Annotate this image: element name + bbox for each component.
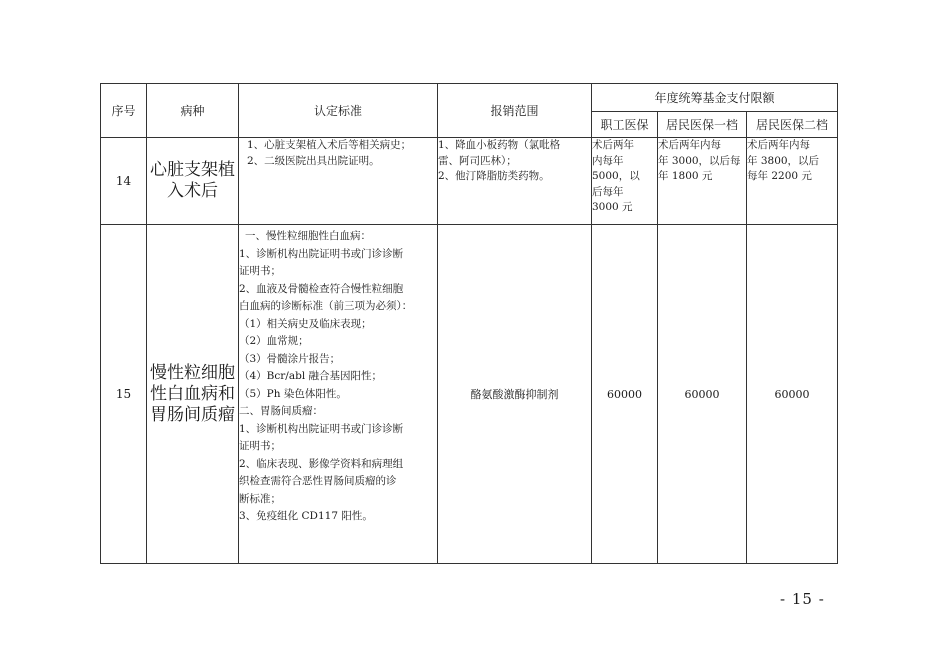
- criteria-line: 3、免疫组化 CD117 阳性。: [239, 510, 373, 522]
- header-resident-tier2: 居民医保二档: [747, 112, 838, 138]
- criteria-line: 织检查需符合恶性胃肠间质瘤的诊: [239, 475, 397, 487]
- table-row: [101, 225, 838, 564]
- table-row: [101, 138, 838, 225]
- header-criteria: 认定标准: [239, 84, 438, 138]
- criteria-line: 一、慢性粒细胞性白血病：: [245, 230, 371, 242]
- criteria-line: （2）血常规；: [239, 335, 309, 347]
- row-scope: 酪氨酸激酶抑制剂: [438, 225, 592, 564]
- row-resident-tier1-limit: [658, 138, 747, 225]
- header-employee: 职工医保: [592, 112, 658, 138]
- limit-line: 年 3800，以后: [747, 154, 820, 167]
- limit-line: 年 1800 元: [658, 170, 713, 182]
- row-disease: 慢性粒细胞性白血病和胃肠间质瘤: [147, 225, 239, 564]
- header-row-1: [101, 84, 838, 112]
- limit-line: 术后两年内每: [658, 139, 721, 151]
- row-seq: 14: [101, 138, 147, 225]
- criteria-line: 白血病的诊断标准（前三项为必须）：: [239, 300, 413, 312]
- row-criteria: [239, 225, 438, 564]
- scope-line: 2、他汀降脂肪类药物。: [438, 170, 550, 182]
- criteria-line: 1、诊断机构出院证明书或门诊诊断: [239, 422, 404, 435]
- criteria-line: 2、二级医院出具出院证明。: [247, 154, 380, 167]
- row-resident-tier1-limit: 60000: [658, 225, 747, 564]
- limit-line: 内每年: [592, 154, 624, 167]
- row-resident-tier2-limit: [747, 138, 838, 225]
- criteria-line: （3）骨髓涂片报告；: [239, 352, 341, 365]
- page-number: - 15 -: [780, 590, 825, 608]
- criteria-line: 1、诊断机构出院证明书或门诊诊断: [239, 247, 404, 260]
- limit-line: 术后两年内每: [747, 139, 810, 151]
- row-employee-limit: [592, 138, 658, 225]
- limit-line: 每年 2200 元: [747, 170, 812, 182]
- criteria-line: 证明书；: [239, 440, 281, 452]
- row-scope: [438, 138, 592, 225]
- row-employee-limit: 60000: [592, 225, 658, 564]
- limit-line: 术后两年: [592, 139, 634, 151]
- header-seq: 序号: [101, 84, 147, 138]
- criteria-line: （1）相关病史及临床表现；: [239, 317, 372, 330]
- row-criteria: [239, 138, 438, 225]
- scope-line: 雷、阿司匹林）；: [438, 154, 517, 167]
- limit-line: 后每年: [592, 185, 624, 198]
- row-disease: 心脏支架植入术后: [147, 138, 239, 225]
- criteria-line: 2、临床表现、影像学资料和病理组: [239, 457, 404, 470]
- row-resident-tier2-limit: 60000: [747, 225, 838, 564]
- header-disease: 病种: [147, 84, 239, 138]
- scope-line: 1、降血小板药物（氯吡格: [438, 139, 561, 151]
- criteria-line: 1、心脏支架植入术后等相关病史；: [247, 139, 412, 151]
- reimbursement-table: [100, 83, 838, 564]
- limit-line: 3000 元: [592, 201, 633, 213]
- limit-line: 5000，以: [592, 170, 640, 182]
- header-resident-tier1: 居民医保一档: [658, 112, 747, 138]
- criteria-line: 2、血液及骨髓检查符合慢性粒细胞: [239, 282, 404, 295]
- criteria-line: （5）Ph 染色体阳性。: [239, 387, 347, 400]
- criteria-line: （4）Bcr/abl 融合基因阳性；: [239, 370, 383, 382]
- row-seq: 15: [101, 225, 147, 564]
- criteria-line: 断标准；: [239, 492, 281, 505]
- criteria-line: 二、胃肠间质瘤：: [239, 405, 323, 417]
- header-scope: 报销范围: [438, 84, 592, 138]
- header-annual-limit: 年度统筹基金支付限额: [592, 84, 838, 112]
- criteria-line: 证明书；: [239, 265, 281, 277]
- limit-line: 年 3000，以后每: [658, 154, 741, 167]
